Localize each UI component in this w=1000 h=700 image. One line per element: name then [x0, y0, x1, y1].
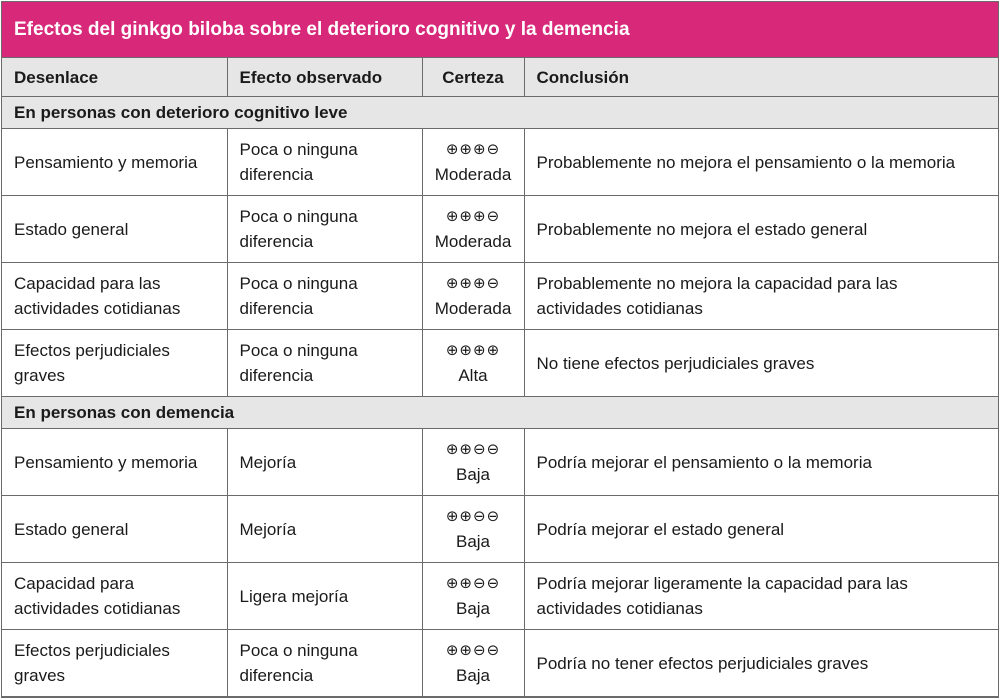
certainty-symbols: ⊕⊕⊖⊖ — [445, 507, 501, 525]
table-row — [2, 263, 998, 330]
certainty-symbols: ⊕⊕⊕⊕ — [445, 341, 501, 359]
certainty-level: Moderada — [434, 299, 512, 318]
section-row — [2, 397, 998, 429]
certainty-level: Alta — [458, 366, 488, 385]
conclusion-cell: Probablemente no mejora el pensamiento o la memoria — [524, 129, 998, 196]
effect-cell: Poca o ninguna diferencia — [227, 263, 422, 330]
header-effect: Efecto observado — [227, 58, 422, 97]
certainty-symbols: ⊕⊕⊕⊖ — [445, 274, 501, 292]
table-row — [2, 129, 998, 196]
outcome-cell: Capacidad para actividades cotidianas — [2, 563, 227, 630]
certainty-level: Baja — [455, 465, 491, 484]
outcome-cell: Efectos perjudiciales graves — [2, 630, 227, 697]
conclusion-cell: No tiene efectos perjudiciales graves — [524, 330, 998, 397]
header-row — [2, 58, 998, 97]
conclusion-cell: Podría mejorar el pensamiento o la memoria — [524, 429, 998, 496]
table-row — [2, 630, 998, 697]
table-row — [2, 330, 998, 397]
table-row — [2, 196, 998, 263]
certainty-level: Moderada — [434, 165, 512, 184]
certainty-cell — [422, 263, 524, 330]
certainty-symbols: ⊕⊕⊖⊖ — [445, 574, 501, 592]
table-row — [2, 563, 998, 630]
table-row — [2, 496, 998, 563]
certainty-level: Moderada — [434, 232, 512, 251]
effect-cell: Ligera mejoría — [227, 563, 422, 630]
certainty-cell — [422, 563, 524, 630]
table-title: Efectos del ginkgo biloba sobre el deterioro cognitivo y la demencia — [2, 2, 998, 58]
conclusion-cell: Probablemente no mejora la capacidad para las actividades cotidianas — [524, 263, 998, 330]
certainty-level: Baja — [455, 599, 491, 618]
section-label: En personas con demencia — [2, 397, 998, 429]
table-body — [2, 97, 998, 697]
certainty-cell — [422, 630, 524, 697]
evidence-table-card — [1, 1, 999, 698]
certainty-symbols: ⊕⊕⊕⊖ — [445, 207, 501, 225]
certainty-cell — [422, 496, 524, 563]
conclusion-cell: Probablemente no mejora el estado general — [524, 196, 998, 263]
certainty-cell — [422, 429, 524, 496]
header-conclusion: Conclusión — [524, 58, 998, 97]
certainty-cell — [422, 196, 524, 263]
outcome-cell: Estado general — [2, 196, 227, 263]
outcome-cell: Pensamiento y memoria — [2, 429, 227, 496]
effect-cell: Poca o ninguna diferencia — [227, 330, 422, 397]
section-row — [2, 97, 998, 129]
conclusion-cell: Podría mejorar ligeramente la capacidad para las actividades cotidianas — [524, 563, 998, 630]
certainty-cell — [422, 330, 524, 397]
table-row — [2, 429, 998, 496]
certainty-level: Baja — [455, 532, 491, 551]
effect-cell: Poca o ninguna diferencia — [227, 196, 422, 263]
conclusion-cell: Podría no tener efectos perjudiciales graves — [524, 630, 998, 697]
evidence-table — [2, 58, 998, 697]
certainty-cell — [422, 129, 524, 196]
header-certainty: Certeza — [422, 58, 524, 97]
effect-cell: Mejoría — [227, 496, 422, 563]
certainty-level: Baja — [455, 666, 491, 685]
header-outcome: Desenlace — [2, 58, 227, 97]
outcome-cell: Pensamiento y memoria — [2, 129, 227, 196]
certainty-symbols: ⊕⊕⊖⊖ — [445, 440, 501, 458]
outcome-cell: Efectos perjudiciales graves — [2, 330, 227, 397]
effect-cell: Poca o ninguna diferencia — [227, 630, 422, 697]
conclusion-cell: Podría mejorar el estado general — [524, 496, 998, 563]
effect-cell: Poca o ninguna diferencia — [227, 129, 422, 196]
outcome-cell: Capacidad para las actividades cotidianas — [2, 263, 227, 330]
effect-cell: Mejoría — [227, 429, 422, 496]
certainty-symbols: ⊕⊕⊕⊖ — [445, 140, 501, 158]
outcome-cell: Estado general — [2, 496, 227, 563]
section-label: En personas con deterioro cognitivo leve — [2, 97, 998, 129]
certainty-symbols: ⊕⊕⊖⊖ — [445, 641, 501, 659]
